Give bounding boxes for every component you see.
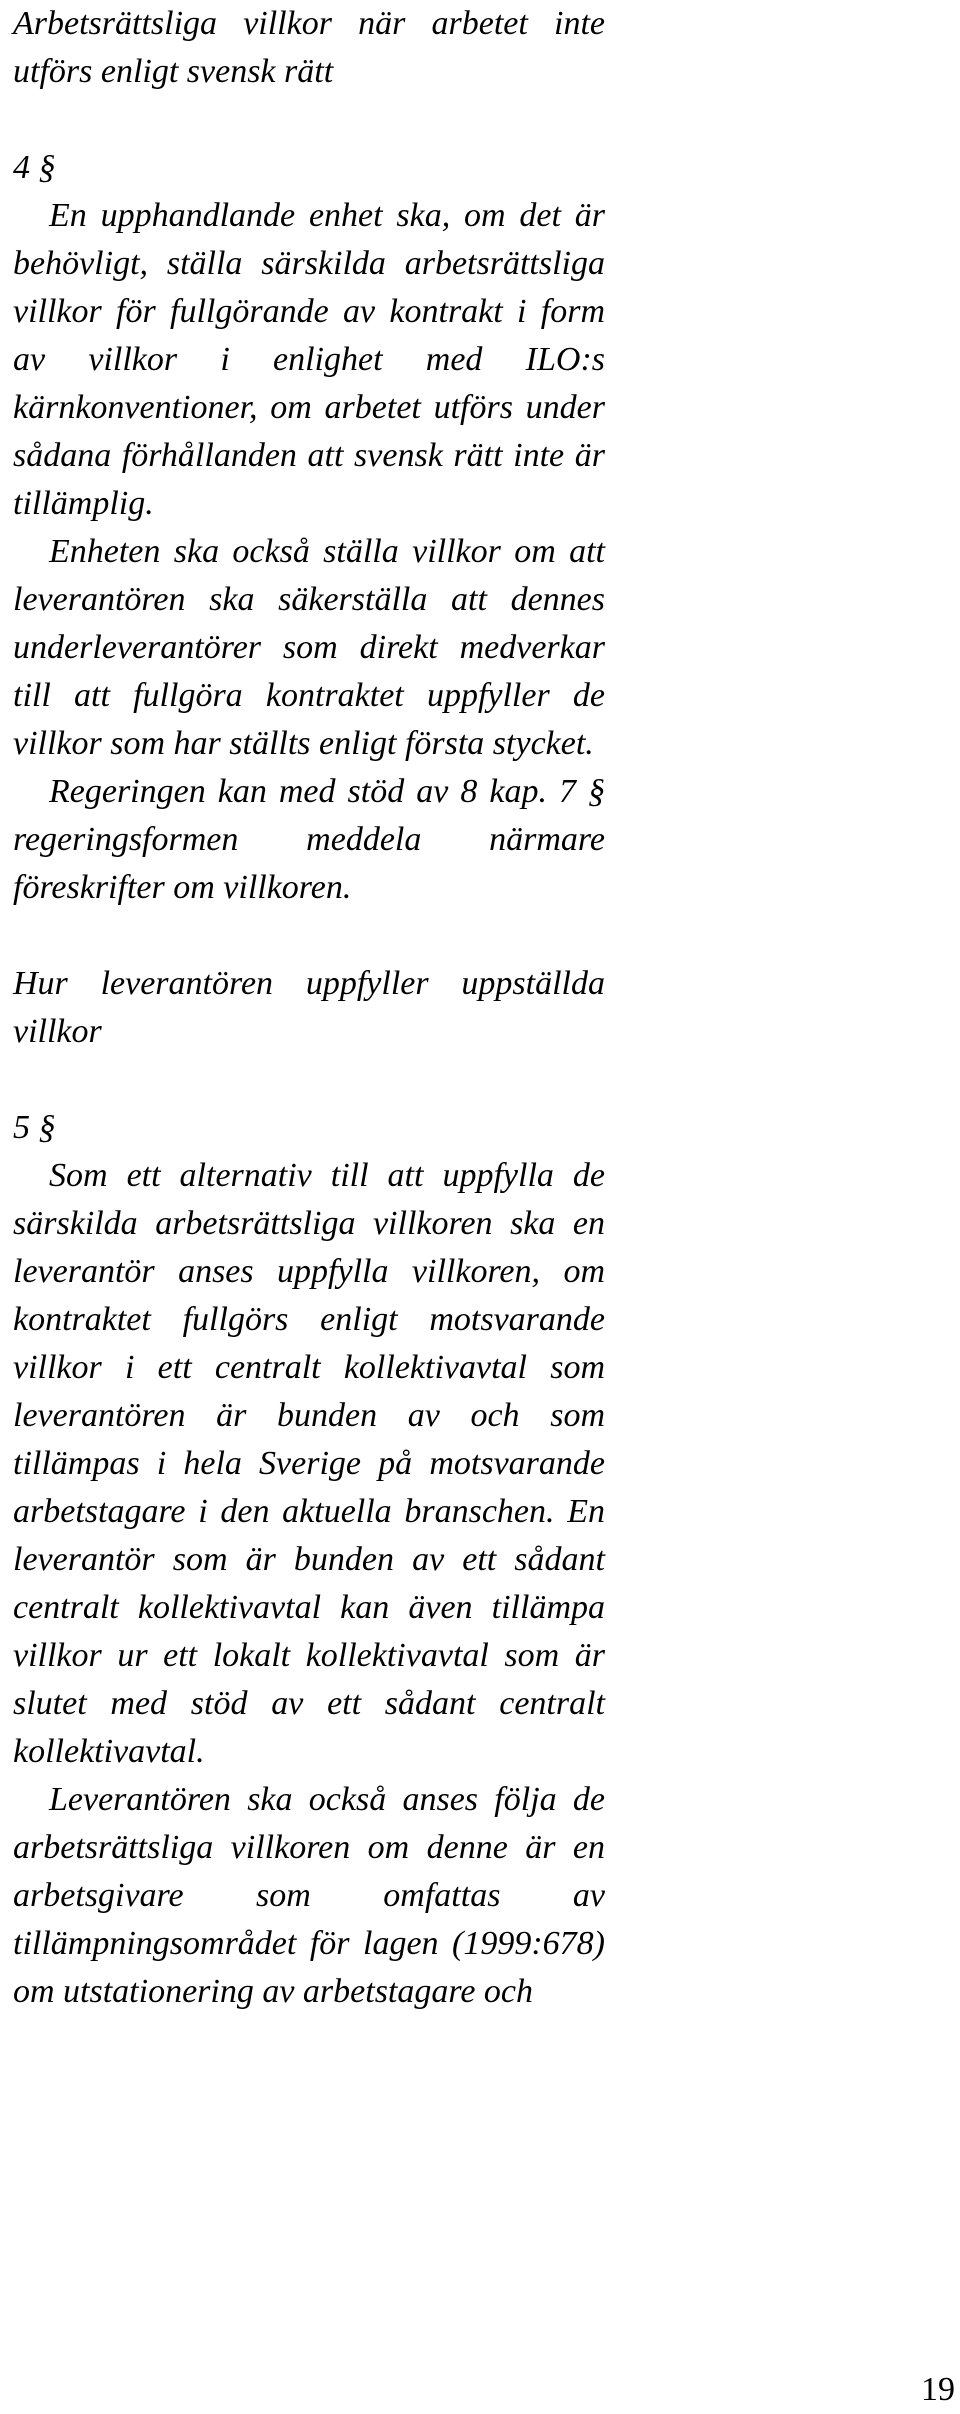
text-column <box>13 0 605 2016</box>
page-number: 19 <box>921 2371 955 2408</box>
spacer <box>13 912 605 960</box>
spacer <box>13 96 605 144</box>
paragraph: Leverantören ska också anses följa de arbetsrättsliga villkoren om denne är en arbetsgivare som omfattas av tillämpningsområdet för lagen (1999:678) om utstationering av arbetstagare och <box>13 1781 605 2010</box>
section-number: 4 § <box>13 149 56 186</box>
paragraph: Enheten ska också ställa villkor om att leverantören ska säkerställa att dennes underleverantörer som direkt medverkar till att fullgöra kontraktet uppfyller de villkor som har ställts enligt första stycket. <box>13 533 605 762</box>
paragraph: Som ett alternativ till att uppfylla de särskilda arbetsrättsliga villkoren ska en leverantör anses uppfylla villkoren, om kontraktet fullgörs enligt motsvarande villkor i ett centralt kollektivavtal som leverantören är bunden av och som tillämpas i hela Sverige på motsvarande arbetstagare i den aktuella branschen. En leverantör som är bunden av ett sådant centralt kollektivavtal kan även tillämpa villkor ur ett lokalt kollektivavtal som är slutet med stöd av ett sådant centralt kollektivavtal. <box>13 1157 605 1770</box>
section-heading: Hur leverantören uppfyller uppställda villkor <box>13 965 605 1050</box>
paragraph: En upphandlande enhet ska, om det är behövligt, ställa särskilda arbetsrättsliga villkor för fullgörande av kontrakt i form av villkor i enlighet med ILO:s kärnkonventioner, om arbetet utförs under sådana förhållanden att svensk rätt inte är tillämplig. <box>13 197 605 522</box>
section-heading: Arbetsrättsliga villkor när arbetet inte utförs enligt svensk rätt <box>13 5 605 90</box>
section-number: 5 § <box>13 1109 56 1146</box>
paragraph: Regeringen kan med stöd av 8 kap. 7 § regeringsformen meddela närmare föreskrifter om villkoren. <box>13 773 605 906</box>
spacer <box>13 1056 605 1104</box>
